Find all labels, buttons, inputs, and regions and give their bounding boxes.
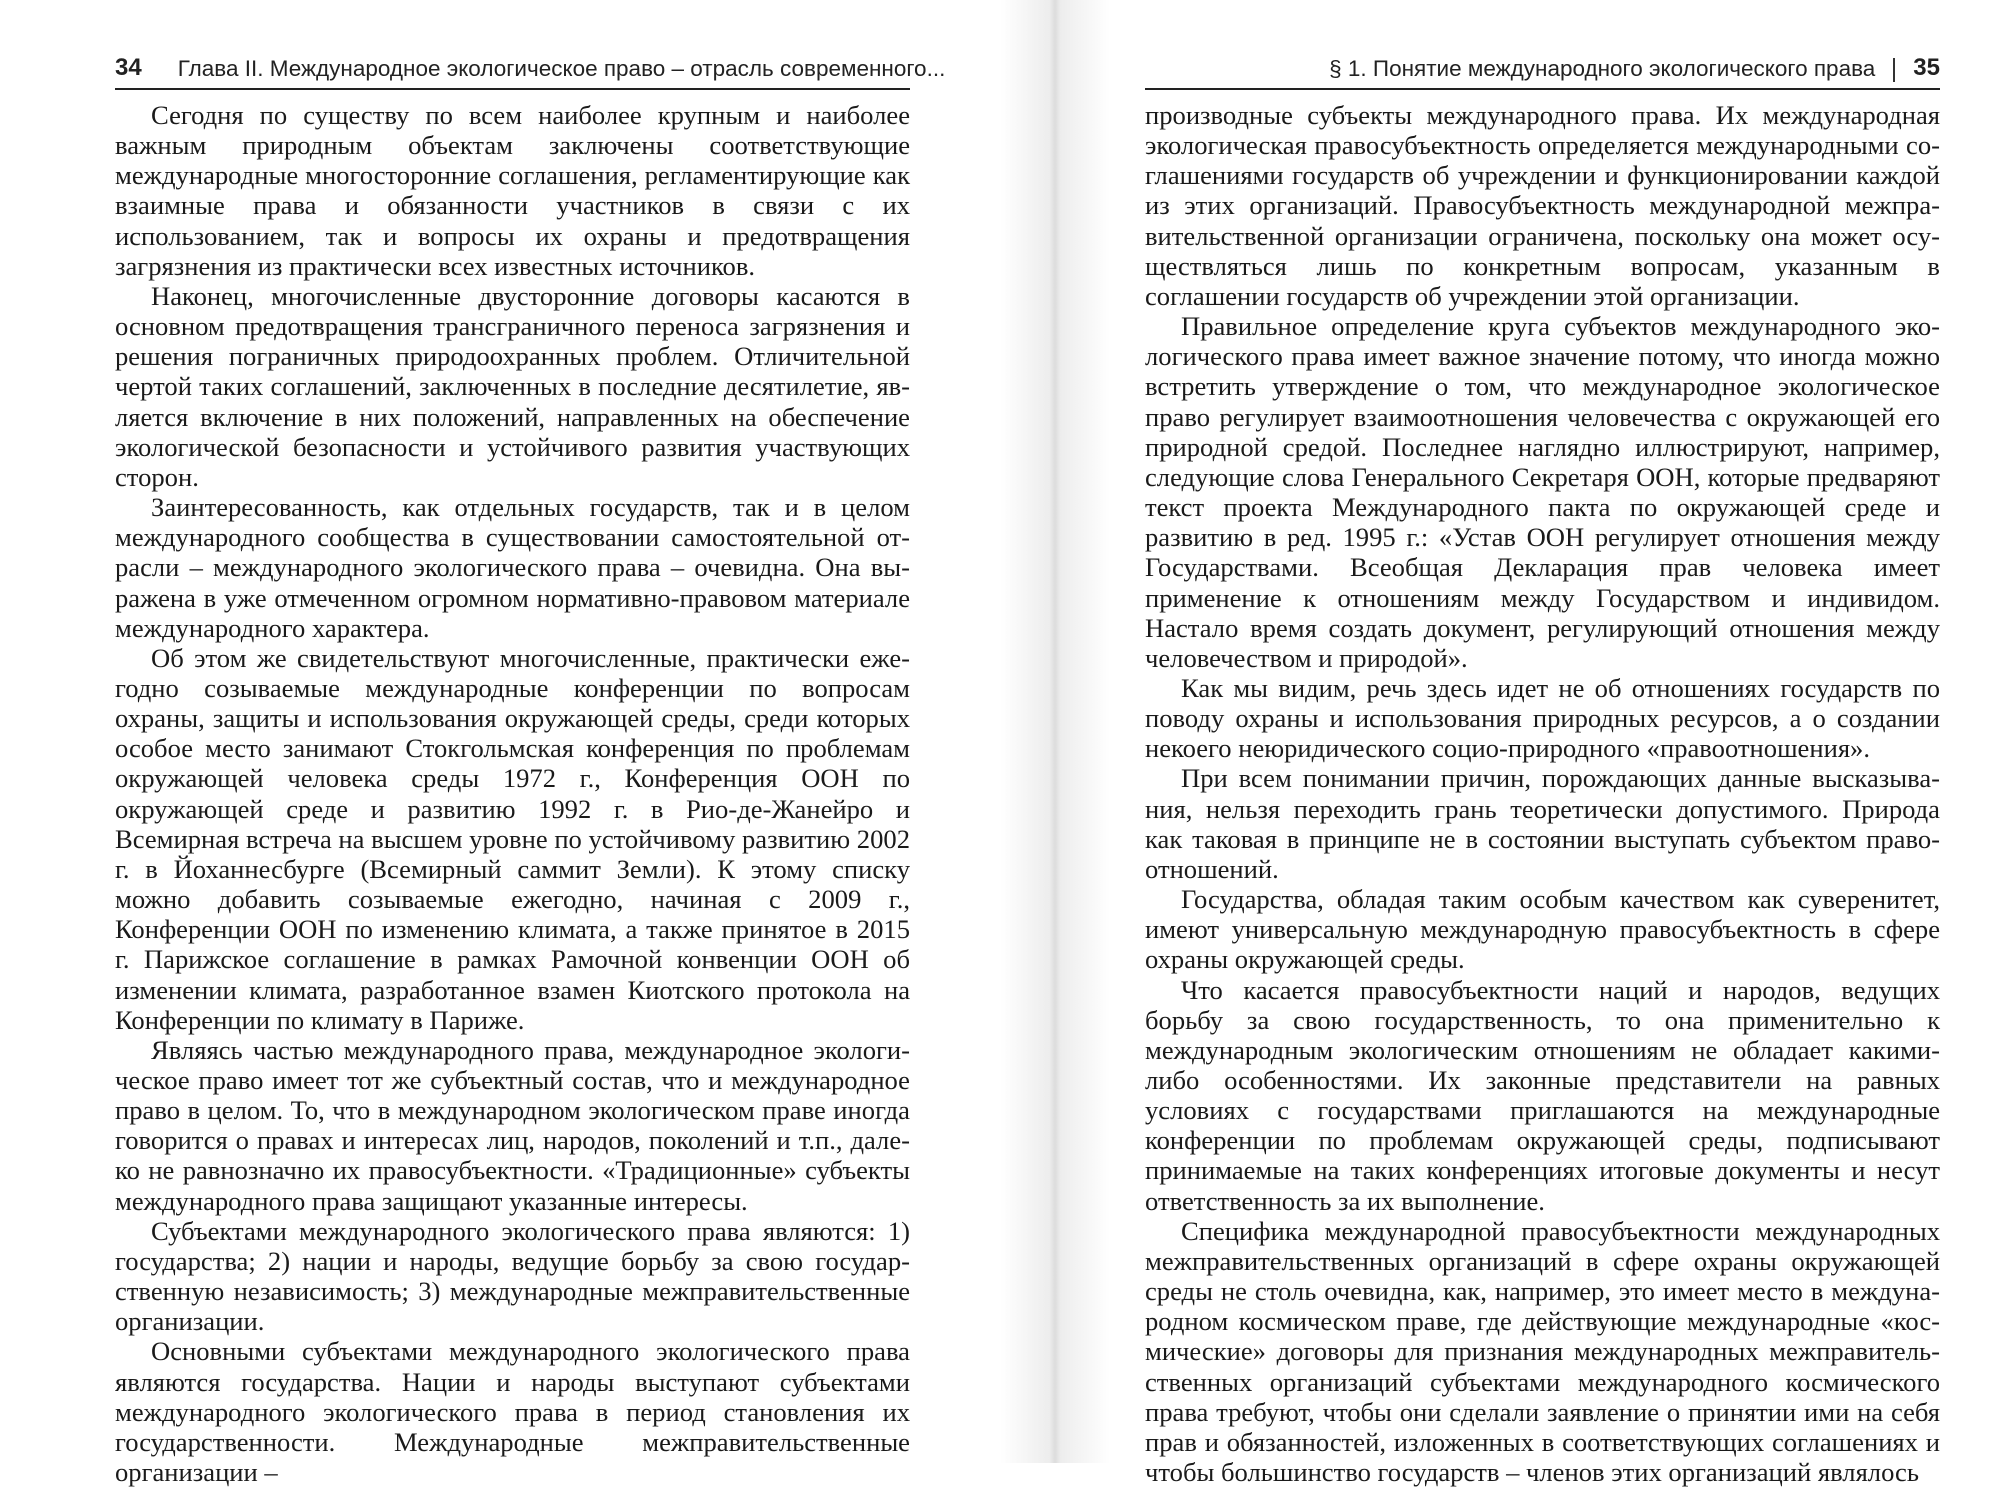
paragraph: Субъектами международного экологического права являются: 1) государства; 2) нации и народы, ведущие борьбу за свою государственную независимость; 3) международные межправительственные организации. [115, 1215, 910, 1337]
left-running-head-title: Глава II. Международное экологическое право – отрасль современного... [177, 56, 946, 81]
right-page [1145, 0, 1940, 1487]
paragraph: Государства, обладая таким особым качеством как суверенитет, имеют универсальную международную правосубъектность в сфере охраны окружающей среды. [1145, 884, 1940, 975]
paragraph: Правильное определение круга субъектов международного экологического права имеет важное значение потому, что иногда можно встретить утверждение о том, что международное экологическое право регулирует взаимоотношения человечества с окружающей его природной средой. Последнее наглядно иллюстрируют, например, следующие слова Генерального Секретаря ООН, которые предваряют текст проекта Международного пакта по окружающей среде и развитию в ред. 1995 г.: «Устав ООН регулирует отношения между Государствами. Всеобщая Декларация прав человека имеет применение к отношениям между Государством и индивидом. Настало время создать документ, регулирующий отношения между человечеством и природой». [1145, 311, 1940, 673]
paragraph: Сегодня по существу по всем наиболее крупным и наиболее важным природным объектам заключены соответствующие международные многосторонние соглашения, регламентирующие как взаимные права и обязанности участников в связи с их использованием, так и вопросы их охраны и предотвращения загрязнения из практически всех известных источников. [115, 100, 910, 281]
right-running-head-title: § 1. Понятие международного экологического права [1329, 56, 1876, 81]
paragraph-continued: производные субъекты международного права. Их международная экологическая правосубъектность определяется международными соглашениями государств об учреждении и функционировании каждой из этих организаций. Правосубъектность международной межправительственной организации ограничена, поскольку она может осуществляться лишь по конкретным вопросам, указанным в соглашении государств об учреждении этой организации. [1145, 100, 1940, 311]
paragraph: Об этом же свидетельствуют многочисленные, практически ежегодно созываемые международные конференции по вопросам охраны, защиты и использования окружающей среды, среди которых особое место занимают Стокгольмская конференция по проблемам окружающей человека среды 1972 г., Конференция ООН по окружающей среде и развитию 1992 г. в Рио-де-Жанейро и Всемирная встреча на высшем уровне по устойчивому развитию 2002 г. в Йоханнесбурге (Всемирный саммит Земли). К этому списку можно добавить созываемые ежегодно, начиная с 2009 г., Конференции ООН по изменению климата, а также принятое в 2015 г. Парижское соглашение в рамках Рамочной конвенции ООН об изменении климата, разработанное взамен Киотского протокола на Конференции по климату в Париже. [115, 642, 910, 1035]
left-page [115, 0, 946, 1487]
paragraph: Наконец, многочисленные двусторонние договоры касаются в основном предотвращения трансграничного переноса загрязнения и решения пограничных природоохранных проблем. Отличительной чертой таких соглашений, заключенных в последние десятилетие, является включение в них положений, направленных на обеспечение экологической безопасности и устойчивого развития участвующих сторон. [115, 280, 910, 492]
paragraph: Заинтересованность, как отдельных государств, так и в целом международного сообщества в существовании самостоятельной отрасли – международного экологического права – очевидна. Она выражена в уже отмеченном огромном нормативно-правовом материале международного характера. [115, 492, 910, 643]
left-running-head [115, 44, 946, 90]
right-page-number: 35 [1913, 54, 1940, 81]
paragraph: Являясь частью международного права, международное экологическое право имеет тот же субъектный состав, что и международное право в целом. То, что в международном экологическом праве иногда говорится о правах и интересах лиц, народов, поколений и т.п., далеко не равнозначно их правосубъектности. «Традиционные» субъекты международного права защищают указанные интересы. [115, 1034, 910, 1216]
book-gutter [1000, 0, 1110, 1463]
right-body-text [1145, 100, 1940, 1487]
left-body-text [115, 100, 910, 1487]
paragraph: Основными субъектами международного экологического права являются государства. Нации и народы выступают субъектами международного экологического права в период становления их государственности. Международные межправительственные организации – [115, 1336, 910, 1487]
left-page-number: 34 [115, 54, 142, 81]
paragraph: При всем понимании причин, порождающих данные высказывания, нельзя переходить грань теоретически допустимого. Природа как таковая в принципе не в состоянии выступать субъектом правоотношений. [1145, 763, 1940, 884]
running-head-separator [1893, 58, 1895, 82]
right-running-head [1145, 44, 1940, 90]
paragraph: Что касается правосубъектности наций и народов, ведущих борьбу за свою государственность, то она применительно к международным экологическим отношениям не обладает какими-либо особенностями. Их законные представители на равных условиях с государствами приглашаются на международные конференции по проблемам окружающей среды, подписывают принимаемые на таких конференциях итоговые документы и несут ответственность за их выполнение. [1145, 974, 1940, 1216]
paragraph: Специфика международной правосубъектности международных межправительственных организаций в сфере охраны окружающей среды не столь очевидна, как, например, это имеет место в международном космическом праве, где действующие международные «космические» договоры для признания международных межправительственных организаций субъектами международного космического права требуют, чтобы они сделали заявление о принятии ими на себя прав и обязанностей, изложенных в соответствующих соглашениях и чтобы большинство государств – членов этих организаций являлось [1145, 1215, 1940, 1487]
paragraph: Как мы видим, речь здесь идет не об отношениях государств по поводу охраны и использования природных ресурсов, а о создании некоего неюридического социо-природного «правоотношения». [1145, 672, 1940, 764]
